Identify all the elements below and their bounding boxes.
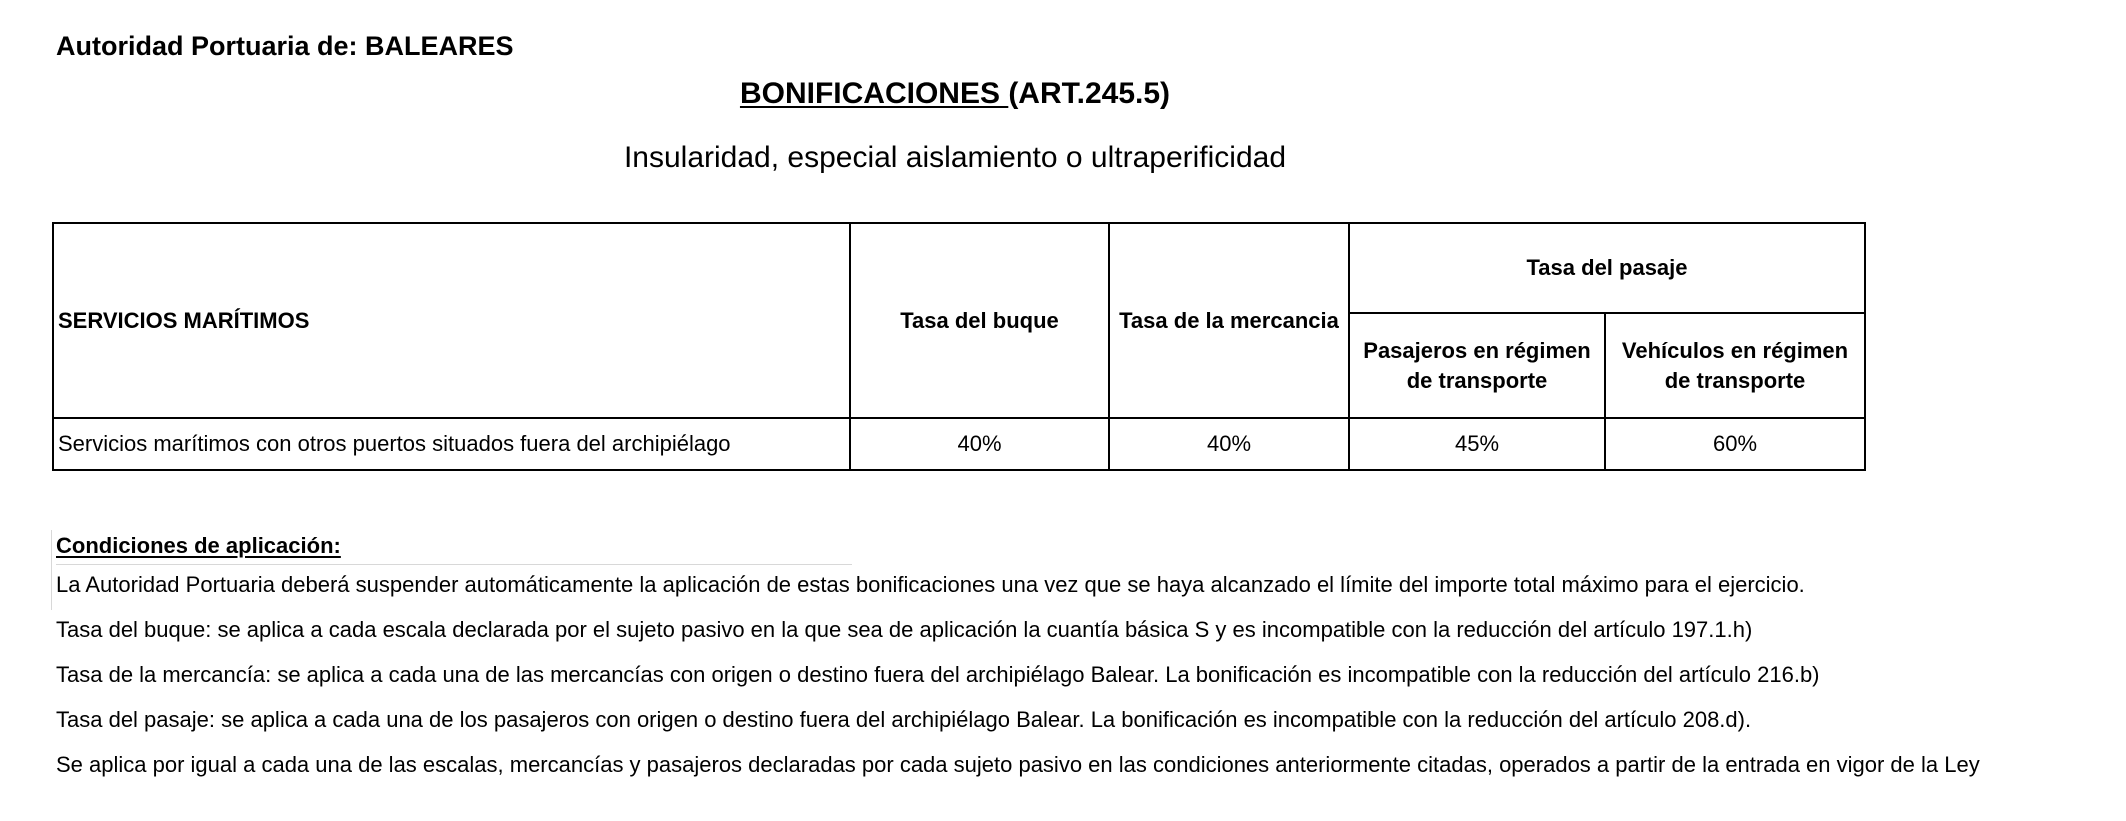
header-vehiculos	[1605, 313, 1865, 418]
row-label: Servicios marítimos con otros puertos situados fuera del archipiélago	[53, 418, 850, 470]
title-article: (ART.245.5)	[1008, 77, 1171, 110]
table-row	[53, 418, 1865, 470]
value-tasa-mercancia: 40%	[1109, 418, 1349, 470]
conditions-title: Condiciones de aplicación:	[56, 533, 341, 558]
conditions-section	[56, 530, 2116, 780]
header-tasa-mercancia: Tasa de la mercancia	[1109, 223, 1349, 418]
document-title	[0, 74, 1910, 114]
port-authority-heading: Autoridad Portuaria de: BALEARES	[56, 31, 514, 61]
condition-line: Se aplica por igual a cada una de las escalas, mercancías y pasajeros declaradas por cada sujeto pasivo en las condiciones anteriormente citadas, operados a partir de la entrada en vigor de la Ley	[56, 752, 1980, 777]
document-subtitle: Insularidad, especial aislamiento o ultraperificidad	[623, 141, 1287, 174]
header-vehiculos-line2: de transporte	[1664, 367, 1806, 393]
header-pasajeros-line1: Pasajeros en régimen	[1363, 337, 1591, 363]
header-tasa-buque: Tasa del buque	[850, 223, 1109, 418]
conditions-border	[51, 530, 52, 610]
header-pasajeros-line2: de transporte	[1406, 367, 1548, 393]
condition-line: La Autoridad Portuaria deberá suspender automáticamente la aplicación de estas bonificaciones una vez que se haya alcanzado el límite del importe total máximo para el ejercicio.	[56, 572, 1805, 597]
header-vehiculos-line1: Vehículos en régimen	[1621, 337, 1849, 363]
value-pasajeros: 45%	[1349, 418, 1605, 470]
condition-line: Tasa del buque: se aplica a cada escala declarada por el sujeto pasivo en la que sea de aplicación la cuantía básica S y es incompatible con la reducción del artículo 197.1.h)	[56, 617, 1753, 642]
header-pasajeros	[1349, 313, 1605, 418]
bonus-table	[52, 222, 1866, 471]
value-vehiculos: 60%	[1605, 418, 1865, 470]
condition-line: Tasa de la mercancía: se aplica a cada una de las mercancías con origen o destino fuera del archipiélago Balear. La bonificación es incompatible con la reducción del artículo 216.b)	[56, 662, 1820, 687]
condition-line: Tasa del pasaje: se aplica a cada una de los pasajeros con origen o destino fuera del archipiélago Balear. La bonificación es incompatible con la reducción del artículo 208.d).	[56, 707, 1752, 732]
title-main: BONIFICACIONES	[739, 77, 1009, 110]
value-tasa-buque: 40%	[850, 418, 1109, 470]
conditions-title-wrap	[56, 530, 2116, 566]
header-servicios-maritimos: SERVICIOS MARÍTIMOS	[53, 223, 850, 418]
header-tasa-pasaje: Tasa del pasaje	[1349, 223, 1865, 313]
conditions-divider	[56, 564, 852, 565]
